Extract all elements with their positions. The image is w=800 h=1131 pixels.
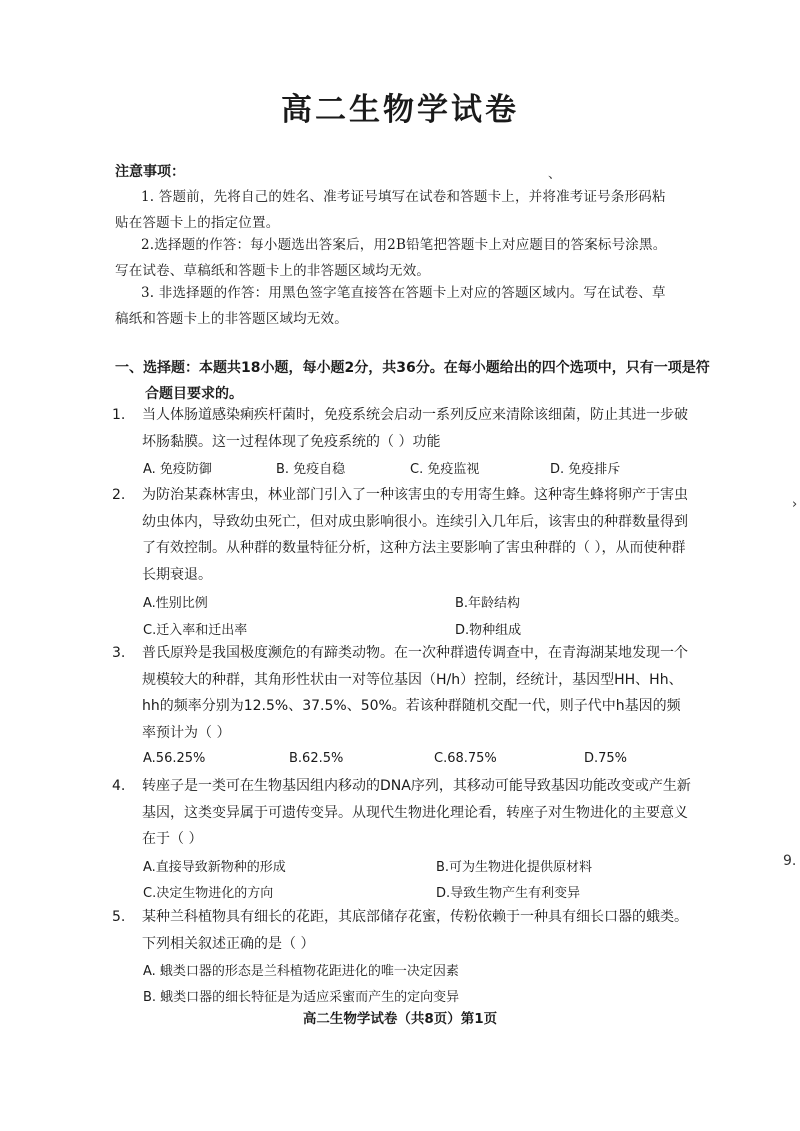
option-a: A. 免疫防御 <box>143 462 212 477</box>
question-number: 5. <box>112 909 126 925</box>
option-a: A.直接导致新物种的形成 <box>143 860 286 875</box>
question-number: 4. <box>112 778 126 794</box>
question-number: 1. <box>112 407 126 423</box>
question-stem: 某种兰科植物具有细长的花距，其底部储存花蜜，传粉依赖于一种具有细长口器的蛾类。下列相关叙述正确的是（ ） <box>142 909 688 952</box>
option-b: B. 蛾类口器的细长特征是为适应采蜜而产生的定向变异 <box>143 990 460 1005</box>
page-footer: 高二生物学试卷（共8页）第1页 <box>302 1011 498 1027</box>
option-d: D. 免疫排斥 <box>550 462 621 477</box>
option-a: A.性别比例 <box>143 596 208 611</box>
notes-heading: 注意事项： <box>115 164 185 180</box>
note-item-1: 1. 答题前，先将自己的姓名、准考证号填写在试卷和答题卡上，并将准考证号条形码粘贴在答题卡上的指定位置。 <box>115 189 666 231</box>
question-3 <box>112 640 692 746</box>
stray-mark: › <box>792 497 798 512</box>
option-b: B.62.5% <box>289 751 344 766</box>
section-heading: 一、选择题：本题共18小题，每小题2分，共36分。在每小题给出的四个选项中，只有一项是符合题目要求的。 <box>115 360 710 402</box>
option-c: C.68.75% <box>434 751 497 766</box>
question-4 <box>112 773 692 853</box>
stray-mark: 、 <box>548 167 562 182</box>
question-2 <box>112 482 692 588</box>
question-number: 3. <box>112 645 126 661</box>
question-1 <box>112 402 692 455</box>
option-a: A. 蛾类口器的形态是兰科植物花距进化的唯一决定因素 <box>143 964 459 979</box>
option-b: B. 免疫自稳 <box>276 462 346 477</box>
option-b: B.年龄结构 <box>455 596 521 611</box>
option-d: D.导致生物产生有利变异 <box>436 886 581 901</box>
option-d: D.物种组成 <box>455 623 522 638</box>
question-number: 2. <box>112 487 126 503</box>
question-stem: 当人体肠道感染痢疾杆菌时，免疫系统会启动一系列反应来清除该细菌，防止其进一步破坏肠黏膜。这一过程体现了免疫系统的（ ）功能 <box>142 407 688 450</box>
option-c: C.决定生物进化的方向 <box>143 886 274 901</box>
page-title: 高二生物学试卷 <box>281 92 519 128</box>
question-stem: 为防治某森林害虫，林业部门引入了一种该害虫的专用寄生蜂。这种寄生蜂将卵产于害虫幼虫体内，导致幼虫死亡，但对成虫影响很小。连续引入几年后，该害虫的种群数量得到了有效控制。从种群的数量特征分析，这种方法主要影响了害虫种群的（ ），从而使种群长期衰退。 <box>142 487 688 583</box>
question-stem: 普氏原羚是我国极度濒危的有蹄类动物。在一次种群遗传调查中，在青海湖某地发现一个规模较大的种群，其角形性状由一对等位基因（H/h）控制，经统计，基因型HH、Hh、hh的频率分别为12.5%、37.5%、50%。若该种群随机交配一代，则子代中h基因的频率预计为（ ） <box>142 645 688 741</box>
note-item-2: 2.选择题的作答：每小题选出答案后，用2B铅笔把答题卡上对应题目的答案标号涂黑。写在试卷、草稿纸和答题卡上的非答题区域均无效。 <box>115 237 667 279</box>
option-c: C.迁入率和迁出率 <box>143 623 248 638</box>
option-c: C. 免疫监视 <box>410 462 480 477</box>
question-stem: 转座子是一类可在生物基因组内移动的DNA序列，其移动可能导致基因功能改变或产生新基因，这类变异属于可遗传变异。从现代生物进化理论看，转座子对生物进化的主要意义在于（ ） <box>142 778 691 847</box>
note-item-3: 3. 非选择题的作答：用黑色签字笔直接答在答题卡上对应的答题区域内。写在试卷、草稿纸和答题卡上的非答题区域均无效。 <box>115 285 666 327</box>
question-5 <box>112 904 692 957</box>
margin-number: 9. <box>783 853 797 869</box>
option-d: D.75% <box>584 751 628 766</box>
option-a: A.56.25% <box>143 751 206 766</box>
option-b: B.可为生物进化提供原材料 <box>436 860 593 875</box>
